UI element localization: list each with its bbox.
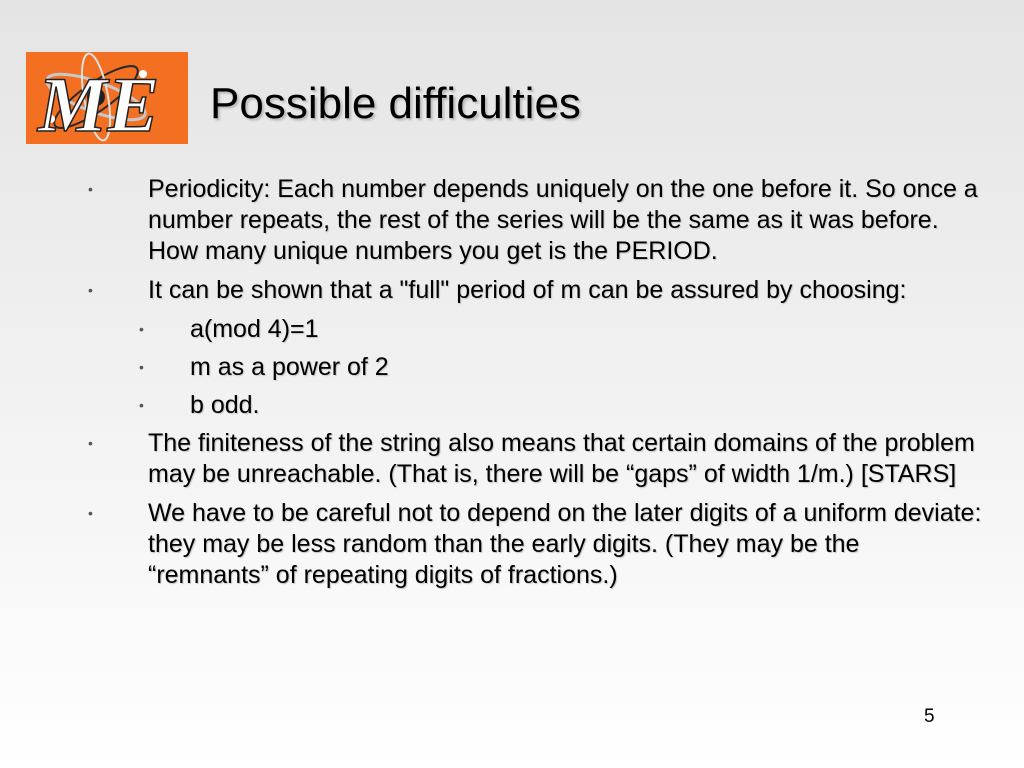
bullet-item bbox=[84, 275, 984, 306]
sub-bullet-item bbox=[84, 314, 984, 345]
bullet-text: We have to be careful not to depend on the later digits of a uniform deviate: they may be less random than the early digits. (They may be the “remnants” of repeating digits of fractions.) bbox=[148, 499, 982, 589]
bullet-text: Periodicity: Each number depends uniquely on the one before it. So once a number repeats, the rest of the series will be the same as it was before. How many unique numbers you get is the PERIOD. bbox=[148, 175, 978, 265]
bullet-item bbox=[84, 498, 984, 591]
bullet-dot-icon: • bbox=[139, 359, 144, 375]
slide-title: Possible difficulties bbox=[210, 79, 581, 128]
bullet-dot-icon: • bbox=[88, 282, 93, 298]
sub-bullet-text: a(mod 4)=1 bbox=[190, 315, 319, 343]
bullet-dot-icon: • bbox=[88, 181, 93, 197]
bullet-dot-icon: • bbox=[88, 505, 93, 521]
sub-bullet-text: m as a power of 2 bbox=[190, 353, 389, 381]
svg-text:ME: ME bbox=[38, 61, 160, 144]
atom-logo bbox=[26, 52, 188, 144]
bullet-dot-icon: • bbox=[139, 321, 144, 337]
bullet-dot-icon: • bbox=[139, 397, 144, 413]
sub-bullet-text: b odd. bbox=[190, 391, 260, 419]
bullet-dot-icon: • bbox=[88, 435, 93, 451]
bullet-text: The finiteness of the string also means that certain domains of the problem may be unreachable. (That is, there will be “gaps” of width 1/m.) [STARS] bbox=[148, 429, 975, 488]
page-number: 5 bbox=[924, 706, 935, 727]
bullet-item bbox=[84, 428, 984, 490]
sub-bullet-item bbox=[84, 352, 984, 383]
bullet-text: It can be shown that a "full" period of m can be assured by choosing: bbox=[148, 276, 907, 304]
bullet-list bbox=[84, 174, 984, 599]
sub-bullet-item bbox=[84, 390, 984, 421]
bullet-item bbox=[84, 174, 984, 267]
atom-logo-graphic bbox=[26, 52, 188, 144]
